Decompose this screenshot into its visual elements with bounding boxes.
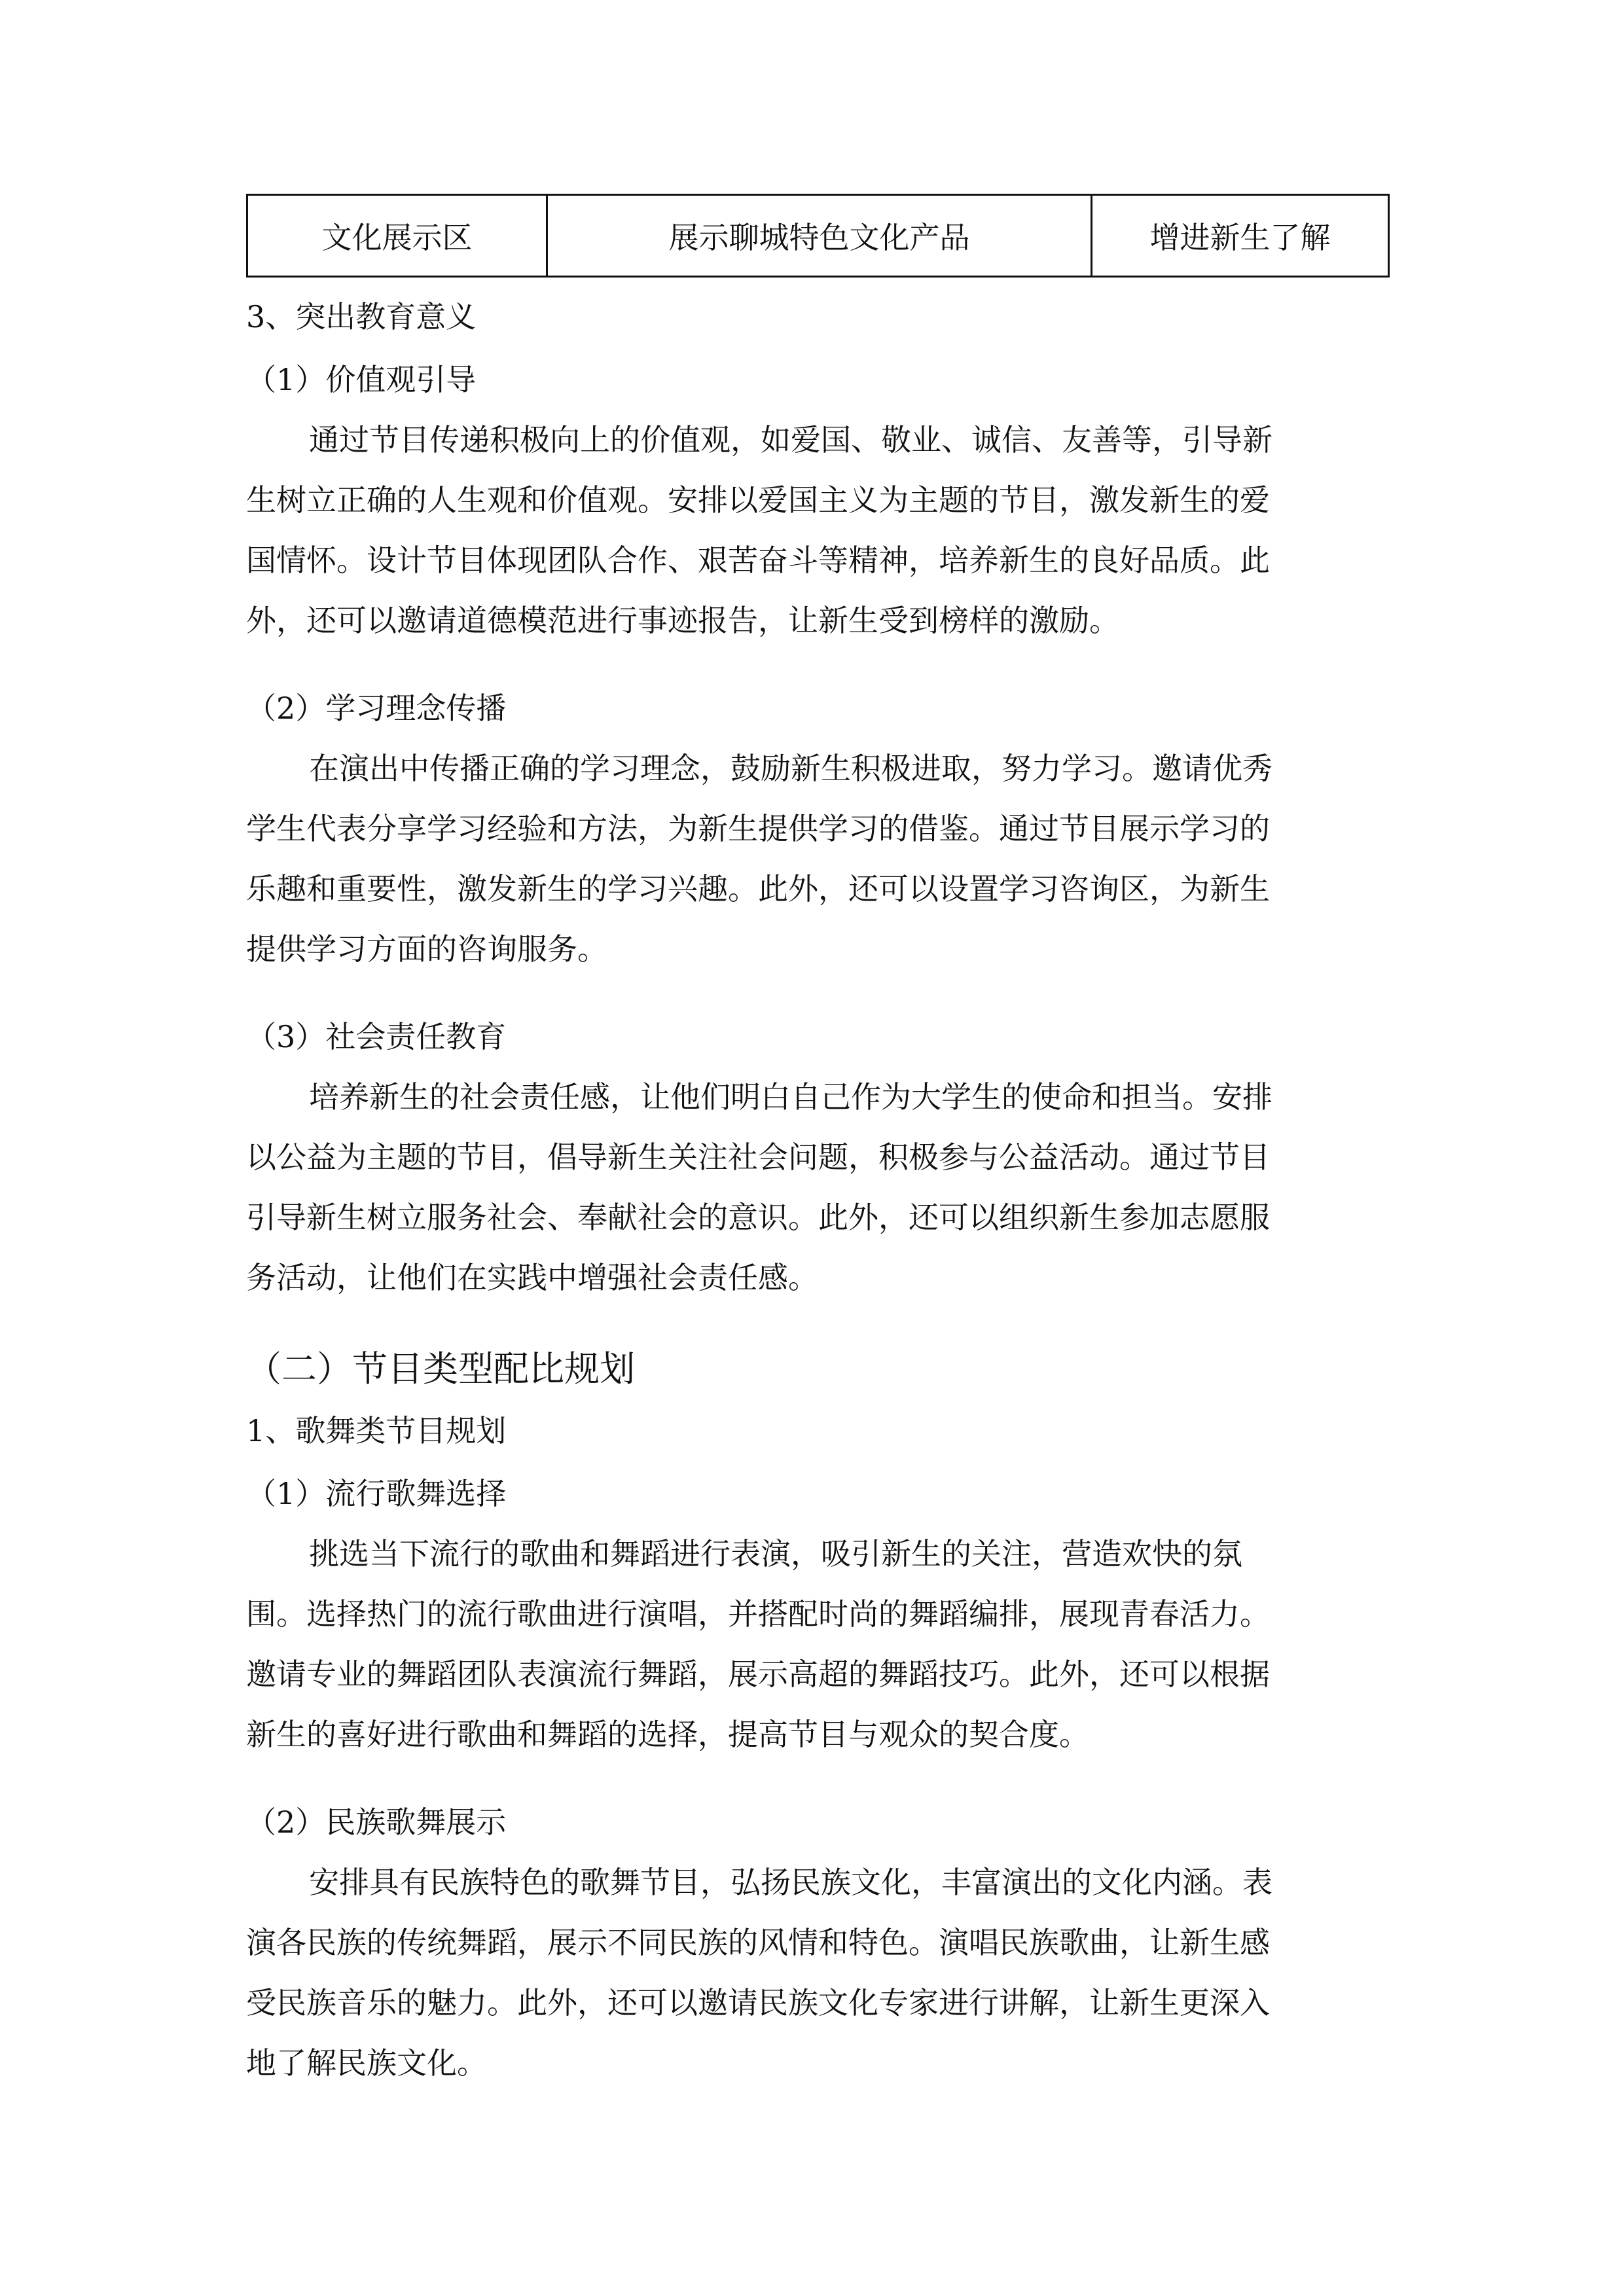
paragraph-line: 提供学习方面的咨询服务。 — [246, 931, 607, 967]
paragraph-line: 受民族音乐的魅力。此外，还可以邀请民族文化专家进行讲解，让新生更深入 — [246, 1985, 1270, 2020]
paragraph-line: 通过节目传递积极向上的价值观，如爱国、敬业、诚信、友善等，引导新 — [309, 422, 1272, 457]
part-heading: （二）节目类型配比规划 — [246, 1348, 635, 1390]
subsection-title: （2）民族歌舞展示 — [246, 1804, 507, 1840]
table-row — [247, 195, 1389, 277]
paragraph-line: 务活动，让他们在实践中增强社会责任感。 — [246, 1260, 818, 1295]
subsection-title: （1）价值观引导 — [246, 362, 477, 397]
paragraph-line: 围。选择热门的流行歌曲进行演唱，并搭配时尚的舞蹈编排，展现青春活力。 — [246, 1596, 1270, 1632]
paragraph-line: 学生代表分享学习经验和方法，为新生提供学习的借鉴。通过节目展示学习的 — [246, 811, 1270, 846]
subsection-title: （1）流行歌舞选择 — [246, 1476, 507, 1511]
paragraph-line: 引导新生树立服务社会、奉献社会的意识。此外，还可以组织新生参加志愿服 — [246, 1200, 1270, 1235]
paragraph-line: 乐趣和重要性，激发新生的学习兴趣。此外，还可以设置学习咨询区，为新生 — [246, 871, 1270, 906]
subsection-title: （3）社会责任教育 — [246, 1019, 507, 1054]
section-heading: 3、突出教育意义 — [246, 299, 477, 334]
paragraph-line: 培养新生的社会责任感，让他们明白自己作为大学生的使命和担当。安排 — [309, 1079, 1272, 1115]
paragraph-line: 外，还可以邀请道德模范进行事迹报告，让新生受到榜样的激励。 — [246, 603, 1119, 638]
paragraph-line: 挑选当下流行的歌曲和舞蹈进行表演，吸引新生的关注，营造欢快的氛 — [309, 1536, 1242, 1571]
subsection-title: （2）学习理念传播 — [246, 691, 507, 726]
section-heading: 1、歌舞类节目规划 — [246, 1413, 507, 1448]
paragraph-line: 新生的喜好进行歌曲和舞蹈的选择，提高节目与观众的契合度。 — [246, 1717, 1089, 1752]
paragraph-line: 演各民族的传统舞蹈，展示不同民族的风情和特色。演唱民族歌曲，让新生感 — [246, 1925, 1270, 1960]
paragraph-line: 国情怀。设计节目体现团队合作、艰苦奋斗等精神，培养新生的良好品质。此 — [246, 543, 1270, 578]
paragraph-line: 以公益为主题的节目，倡导新生关注社会问题，积极参与公益活动。通过节目 — [246, 1139, 1270, 1175]
paragraph-line: 邀请专业的舞蹈团队表演流行舞蹈，展示高超的舞蹈技巧。此外，还可以根据 — [246, 1657, 1270, 1692]
paragraph-line: 在演出中传播正确的学习理念，鼓励新生积极进取，努力学习。邀请优秀 — [309, 751, 1272, 786]
paragraph-line: 地了解民族文化。 — [246, 2045, 487, 2081]
paragraph-line: 生树立正确的人生观和价值观。安排以爱国主义为主题的节目，激发新生的爱 — [246, 482, 1270, 518]
table-cell-area: 文化展示区 — [247, 195, 547, 277]
table-cell-purpose: 增进新生了解 — [1092, 195, 1389, 277]
paragraph-line: 安排具有民族特色的歌舞节目，弘扬民族文化，丰富演出的文化内涵。表 — [309, 1865, 1272, 1900]
table-cell-content: 展示聊城特色文化产品 — [547, 195, 1092, 277]
culture-table — [246, 194, 1390, 278]
